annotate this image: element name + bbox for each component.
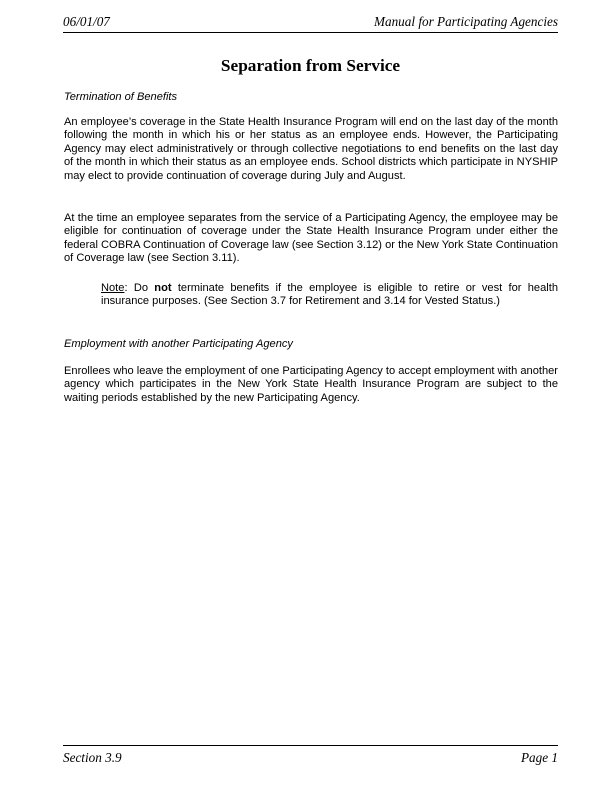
paragraph-continuation: At the time an employee separates from the service of a Participating Agency, the employee may be eligible for continuation of coverage under the State Health Insurance Program under either the federal COBRA Continuation of Coverage law (see Section 3.12) or the New York State Continuation of Coverage law (see Section 3.11). [64,212,558,265]
section-heading-employment: Employment with another Participating Agency [64,338,293,350]
page-header [63,12,558,33]
footer-section: Section 3.9 [63,750,122,765]
note-label: Note [101,282,125,294]
note-text-before: : Do [124,282,155,294]
note-paragraph [101,282,558,309]
section-heading-termination: Termination of Benefits [64,91,178,103]
header-manual-title: Manual for Participating Agencies [374,14,558,29]
note-text-after: terminate benefits if the employee is eligible to retire or vest for health insurance purposes. (See Section 3.7 for Retirement and 3.14 for Vested Status.) [101,282,558,308]
paragraph-employment: Enrollees who leave the employment of one Participating Agency to accept employment with another agency which participates in the New York State Health Insurance Program are subject to the waiting periods established by the new Participating Agency. [64,365,558,404]
page-title: Separation from Service [220,56,401,75]
header-date: 06/01/07 [63,14,110,29]
paragraph-coverage-end: An employee’s coverage in the State Health Insurance Program will end on the last day of the month following the month in which his or her status as an employee ends. However, the Participating Agency may elect administratively or through collective negotiations to end benefits on the last day of the month in which their status as an employee ends. School districts which participate in NYSHIP may elect to provide continuation of coverage during July and August. [64,116,558,182]
note-emphasis: not [154,282,172,294]
footer-page-number: Page 1 [521,750,558,765]
page-footer [63,745,558,768]
